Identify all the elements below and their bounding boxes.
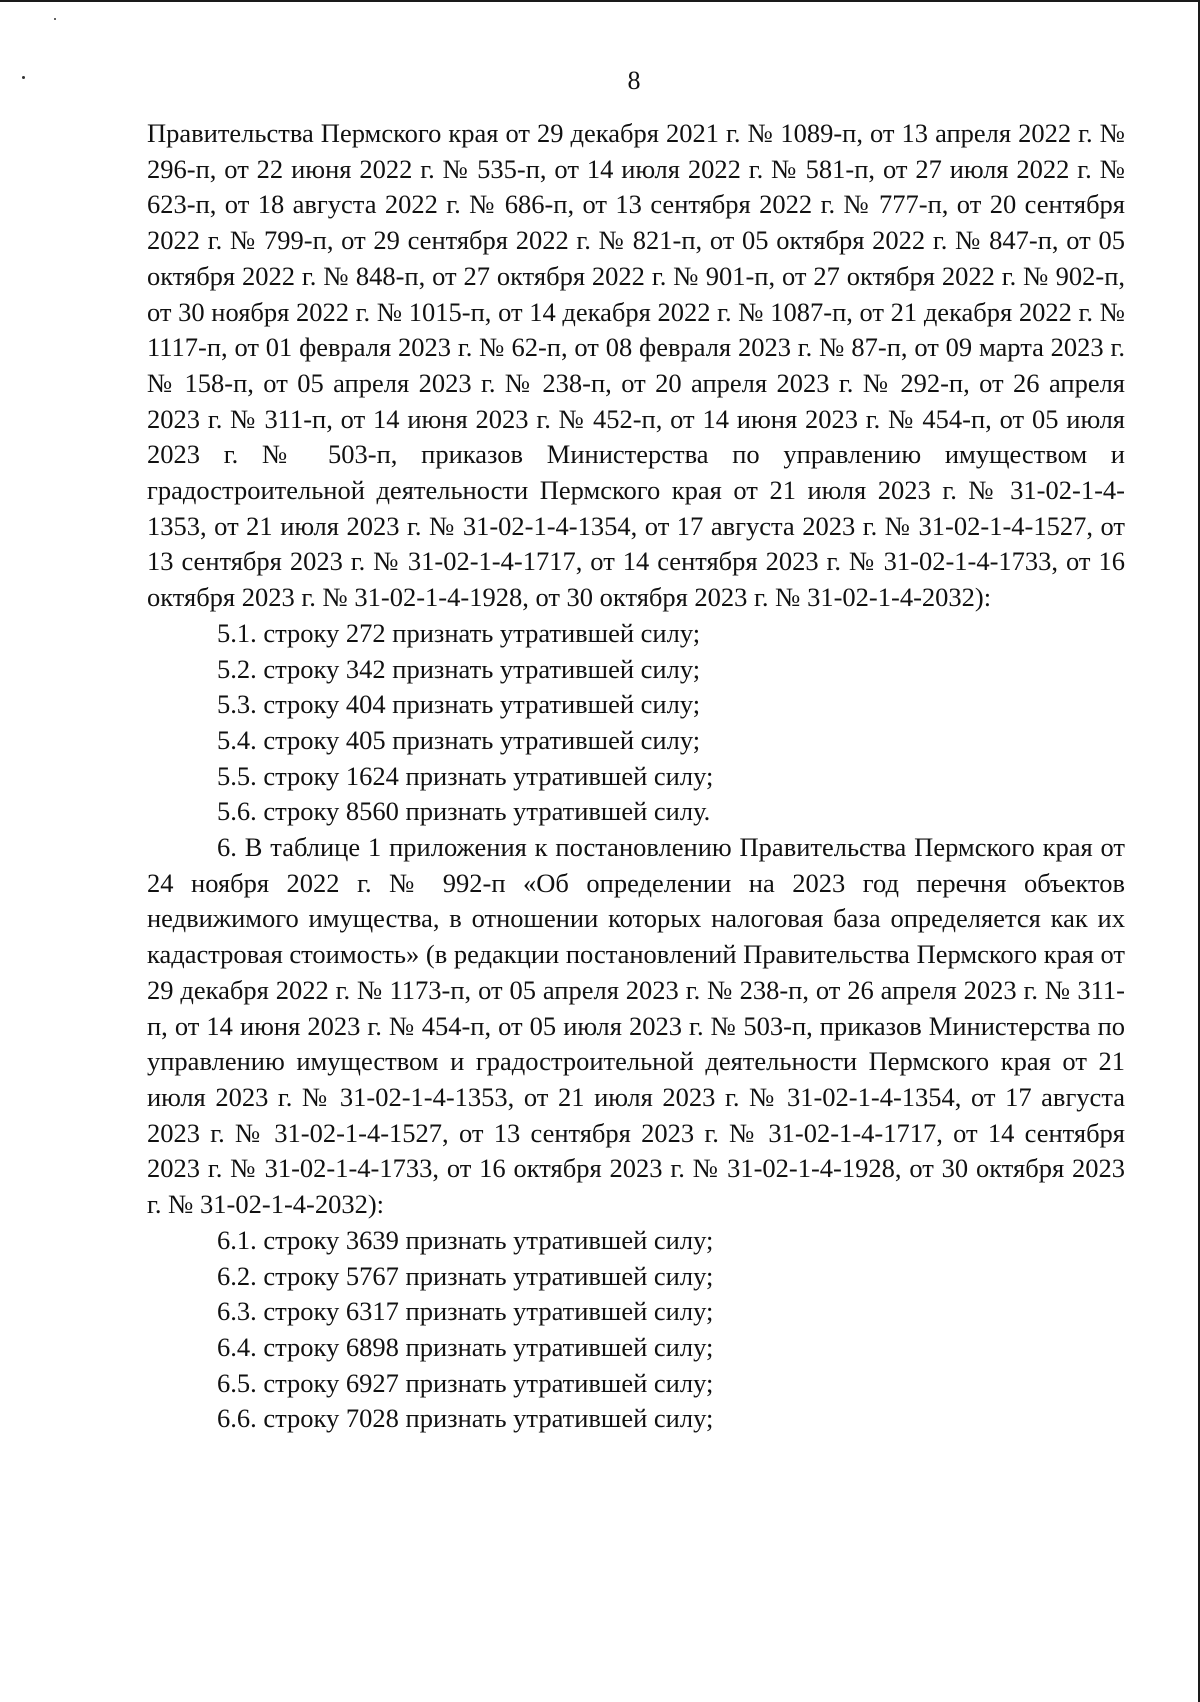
list-item: 5.5. строку 1624 признать утратившей силу; (217, 760, 714, 791)
list-item: 6.1. строку 3639 признать утратившей силу; (217, 1224, 714, 1255)
list-item: 6.3. строку 6317 признать утратившей силу; (217, 1296, 714, 1327)
list-item: 5.4. строку 405 признать утратившей силу; (217, 724, 701, 755)
list-item: 6.5. строку 6927 признать утратившей силу; (217, 1367, 714, 1398)
list-item: 5.6. строку 8560 признать утратившей силу. (217, 796, 711, 827)
document-body (147, 116, 1125, 1437)
paragraph-5-continuation: Правительства Пермского края от 29 декабря 2021 г. № 1089-п, от 13 апреля 2022 г. № 296-п, от 22 июня 2022 г. № 535-п, от 14 июля 2022 г. № 581-п, от 27 июля 2022 г. № 623-п, от 18 августа 2022 г. № 686-п, от 13 сентября 2022 г. № 777-п, от 20 сентября 2022 г. № 799-п, от 29 сентября 2022 г. № 821-п, от 05 октября 2022 г. № 847-п, от 05 октября 2022 г. № 848-п, от 27 октября 2022 г. № 901-п, от 27 октября 2022 г. № 902-п, от 30 ноября 2022 г. № 1015-п, от 14 декабря 2022 г. № 1087-п, от 21 декабря 2022 г. № 1117-п, от 01 февраля 2023 г. № 62-п, от 08 февраля 2023 г. № 87-п, от 09 марта 2023 г. № 158-п, от 05 апреля 2023 г. № 238-п, от 20 апреля 2023 г. № 292-п, от 26 апреля 2023 г. № 311-п, от 14 июня 2023 г. № 452-п, от 14 июня 2023 г. № 454-п, от 05 июля 2023 г. № 503-п, приказов Министерства по управлению имуществом и градостроительной деятельности Пермского края от 21 июля 2023 г. № 31-02-1-4-1353, от 21 июля 2023 г. № 31-02-1-4-1354, от 17 августа 2023 г. № 31-02-1-4-1527, от 13 сентября 2023 г. № 31-02-1-4-1717, от 14 сентября 2023 г. № 31-02-1-4-1733, от 16 октября 2023 г. № 31-02-1-4-1928, от 30 октября 2023 г. № 31-02-1-4-2032): (147, 118, 1125, 613)
list-item: 5.2. строку 342 признать утратившей силу; (217, 653, 701, 684)
list-item: 5.3. строку 404 признать утратившей силу; (217, 689, 701, 720)
list-item: 6.6. строку 7028 признать утратившей силу; (217, 1403, 714, 1434)
list-item: 6.2. строку 5767 признать утратившей силу; (217, 1260, 714, 1291)
list-item: 6.4. строку 6898 признать утратившей силу; (217, 1331, 714, 1362)
list-item: 5.1. строку 272 признать утратившей силу; (217, 617, 701, 648)
scan-speck (54, 18, 56, 20)
paragraph-6: 6. В таблице 1 приложения к постановлению Правительства Пермского края от 24 ноября 2022 г. № 992-п «Об определении на 2023 год перечня объектов недвижимого имущества, в отношении которых налоговая база определяется как их кадастровая стоимость» (в редакции постановлений Правительства Пермского края от 29 декабря 2022 г. № 1173-п, от 05 апреля 2023 г. № 238-п, от 26 апреля 2023 г. № 311-п, от 14 июня 2023 г. № 454-п, от 05 июля 2023 г. № 503-п, приказов Министерства по управлению имуществом и градостроительной деятельности Пермского края от 21 июля 2023 г. № 31-02-1-4-1353, от 21 июля 2023 г. № 31-02-1-4-1354, от 17 августа 2023 г. № 31-02-1-4-1527, от 13 сентября 2023 г. № 31-02-1-4-1717, от 14 сентября 2023 г. № 31-02-1-4-1733, от 16 октября 2023 г. № 31-02-1-4-1928, от 30 октября 2023 г. № 31-02-1-4-2032): (147, 832, 1125, 1220)
page-number: 8 (627, 66, 641, 95)
